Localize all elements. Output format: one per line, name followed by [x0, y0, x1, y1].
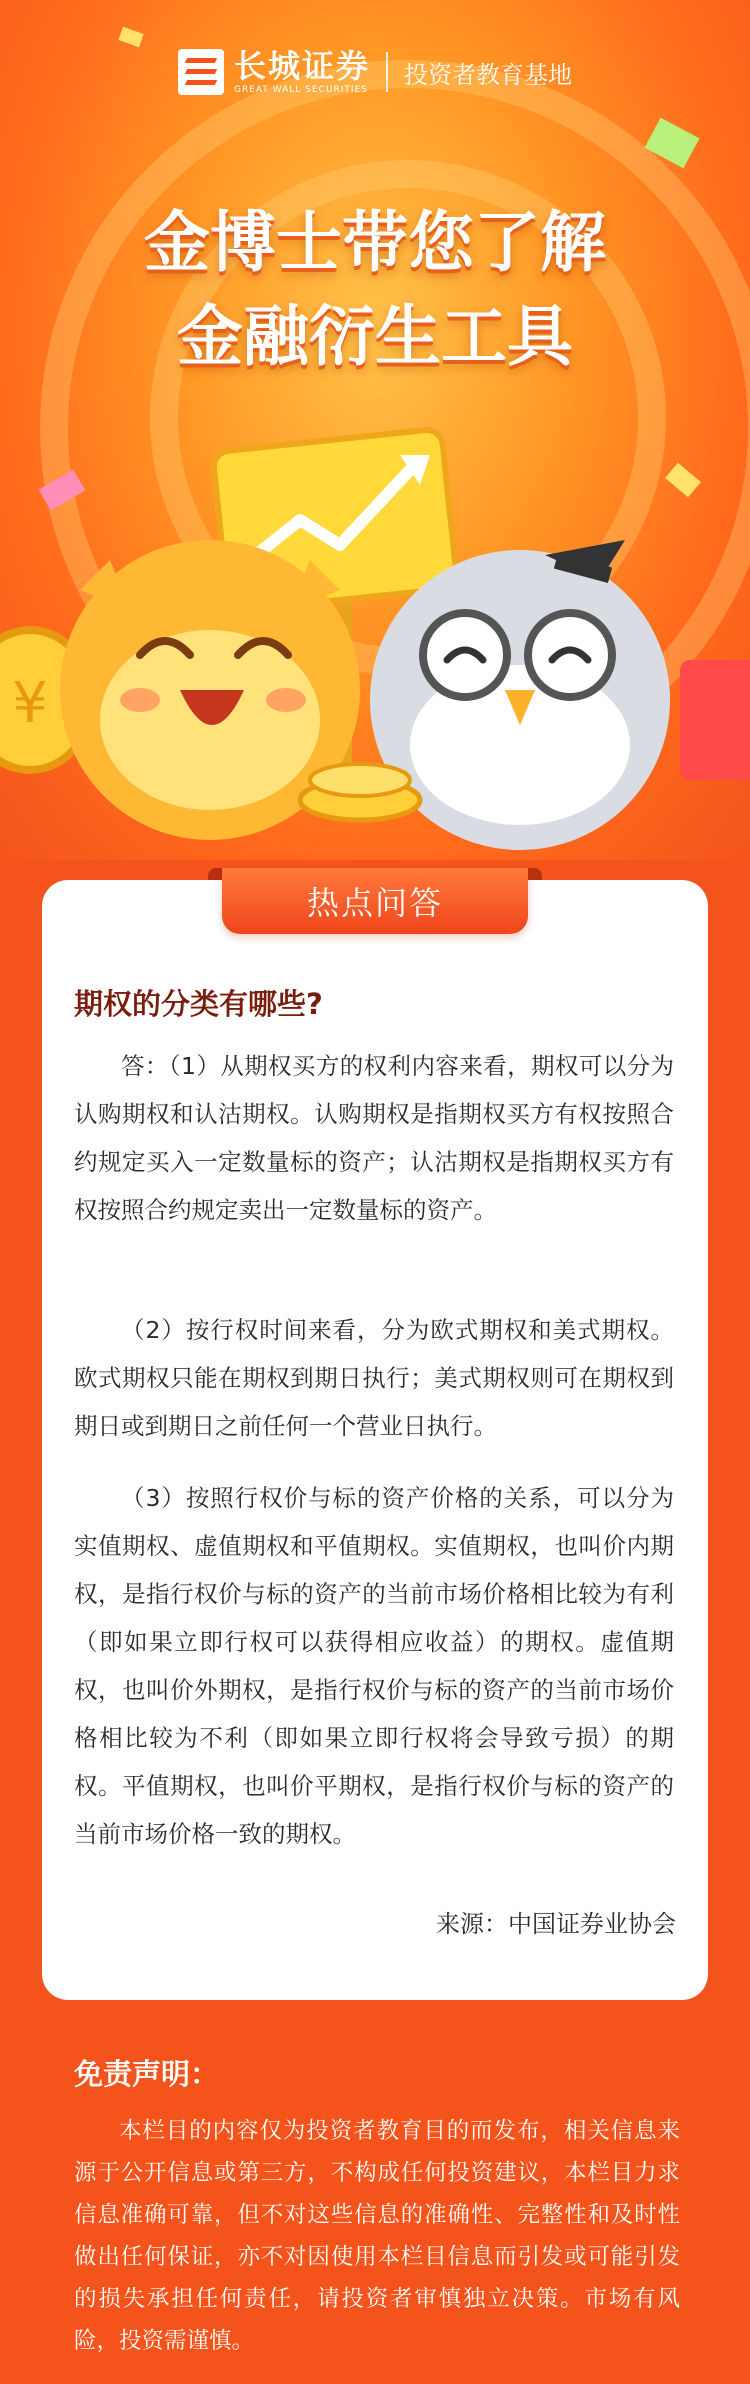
brand-subtitle: 投资者教育基地	[404, 60, 572, 89]
section-tab: 热点问答	[222, 868, 528, 934]
source-label: 来源：中国证券业协会	[436, 1910, 676, 1938]
mascot-illustration	[0, 0, 750, 860]
brand-name-cn: 长城证券	[233, 46, 370, 85]
tab-fold	[208, 868, 222, 880]
disclaimer-title: 免责声明：	[74, 2057, 220, 2091]
answer-paragraph-3: （3）按照行权价与标的资产价格的关系，可以分为实值期权、虚值期权和平值期权。实值期权，也叫价内期权，是指行权价与标的资产的当前市场价格相比较为有利（即如果立即行权可以获得相应收益）的期权。虚值期权，也叫价外期权，是指行权价与标的资产的当前市场价格相比较为不利（即如果立即行权将会导致亏损）的期权。平值期权，也叫价平期权，是指行权价与标的资产的当前市场价格一致的期权。	[74, 1484, 674, 1848]
hero-title-line1: 金博士带您了解	[144, 204, 606, 281]
coin-icon	[310, 764, 410, 796]
hero-title-line2: 金融衍生工具	[177, 298, 573, 375]
disclaimer-text: 本栏目的内容仅为投资者教育目的而发布，相关信息来源于公开信息或第三方，不构成任何投资建议，本栏目力求信息准确可靠，但不对这些信息的准确性、完整性和及时性做出任何保证，亦不对因使用本栏目信息而引发或可能引发的损失承担任何责任，请投资者审慎独立决策。市场有风险，投资需谨慎。	[74, 2118, 680, 2354]
svg-text:¥: ¥	[12, 671, 48, 736]
answer-paragraph-1: 答：（1）从期权买方的权利内容来看，期权可以分为认购期权和认沽期权。认购期权是指期权买方有权按照合约规定买入一定数量标的资产；认沽期权是指期权买方有权按照合约规定卖出一定数量标的资产。	[74, 1052, 674, 1224]
book-icon	[680, 660, 750, 780]
question-title: 期权的分类有哪些?	[74, 987, 323, 1021]
hero-banner	[0, 0, 750, 860]
tab-fold	[528, 868, 542, 880]
answer-paragraph-2: （2）按行权时间来看，分为欧式期权和美式期权。欧式期权只能在期权到期日执行；美式期权则可在期权到期日或到期日之前任何一个营业日执行。	[74, 1316, 674, 1440]
brand-name-en: GREAT WALL SECURITIES	[233, 84, 368, 95]
